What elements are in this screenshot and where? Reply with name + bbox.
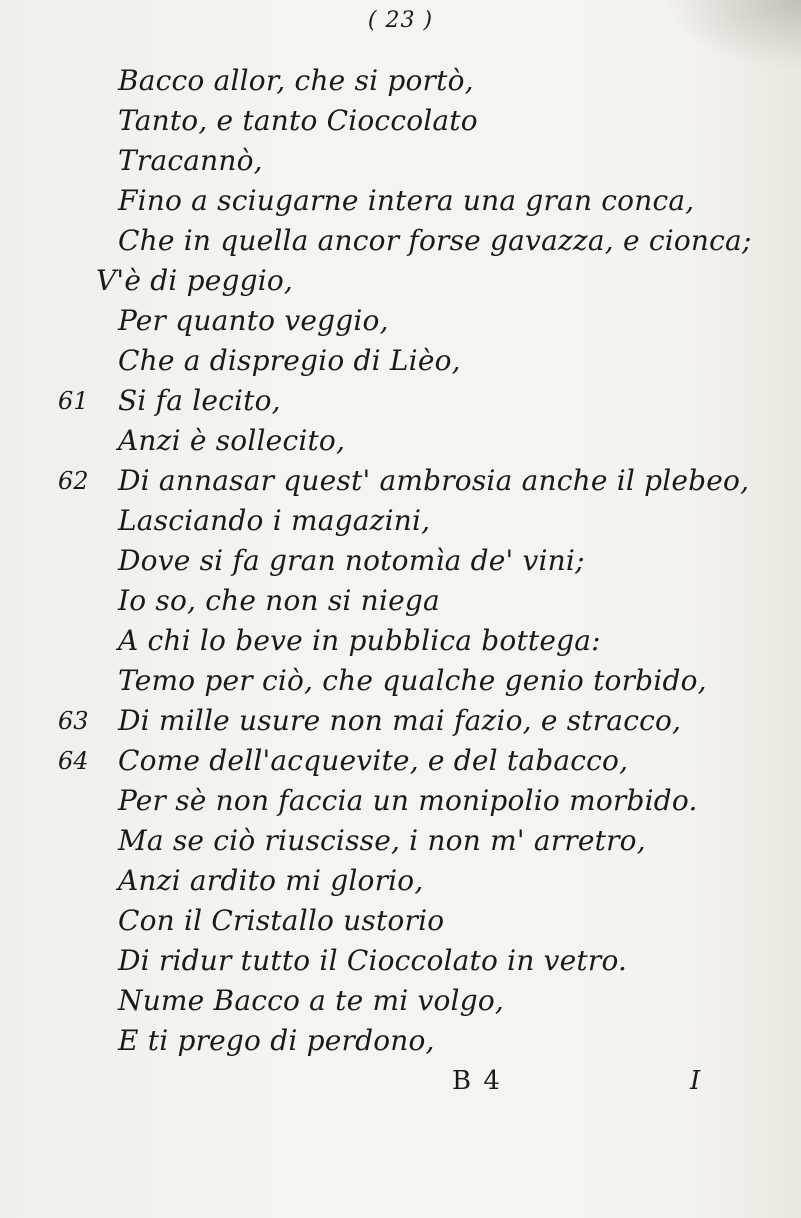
signature-mark: B 4 — [452, 1066, 502, 1096]
margin-number: 62 — [58, 467, 89, 495]
margin-number: 61 — [58, 387, 89, 415]
verse-line: Come dell'acquevite, e del tabacco, — [118, 744, 629, 777]
verse-line: Lasciando i magazini, — [118, 504, 431, 537]
verse-line: Si fa lecito, — [118, 384, 281, 417]
verse-line: Che in quella ancor forse gavazza, e cionca; — [118, 224, 752, 257]
verse-line: V'è di peggio, — [96, 264, 294, 297]
verse-line: Ma se ciò riuscisse, i non m' arretro, — [118, 824, 646, 857]
verse-line: Per quanto veggio, — [118, 304, 389, 337]
verse-line: Anzi è sollecito, — [118, 424, 346, 457]
verse-line: Tracannò, — [118, 144, 263, 177]
catchword: I — [690, 1066, 701, 1096]
verse-line: Con il Cristallo ustorio — [118, 904, 445, 937]
margin-number: 63 — [58, 707, 89, 735]
verse-line: Io so, che non si niega — [118, 584, 440, 617]
verse-line: Che a dispregio di Lièo, — [118, 344, 461, 377]
verse-line: Temo per ciò, che qualche genio torbido, — [118, 664, 707, 697]
verse-line: Di mille usure non mai fazio, e stracco, — [118, 704, 682, 737]
verse-line: Bacco allor, che si portò, — [118, 64, 474, 97]
page-number-header: ( 23 ) — [367, 8, 434, 33]
verse-line: Di ridur tutto il Cioccolato in vetro. — [118, 944, 628, 977]
verse-line: Anzi ardito mi glorio, — [118, 864, 424, 897]
verse-line: Per sè non faccia un monipolio morbido. — [118, 784, 698, 817]
verse-line: Fino a sciugarne intera una gran conca, — [118, 184, 695, 217]
verse-line: Dove si fa gran notomìa de' vini; — [118, 544, 585, 577]
verse-line: Di annasar quest' ambrosia anche il plebeo, — [118, 464, 750, 497]
verse-line: Tanto, e tanto Cioccolato — [118, 104, 478, 137]
verse-line: Nume Bacco a te mi volgo, — [118, 984, 504, 1017]
verse-line: A chi lo beve in pubblica bottega: — [118, 624, 601, 657]
margin-number: 64 — [58, 747, 89, 775]
verse-line: E ti prego di perdono, — [118, 1024, 435, 1057]
